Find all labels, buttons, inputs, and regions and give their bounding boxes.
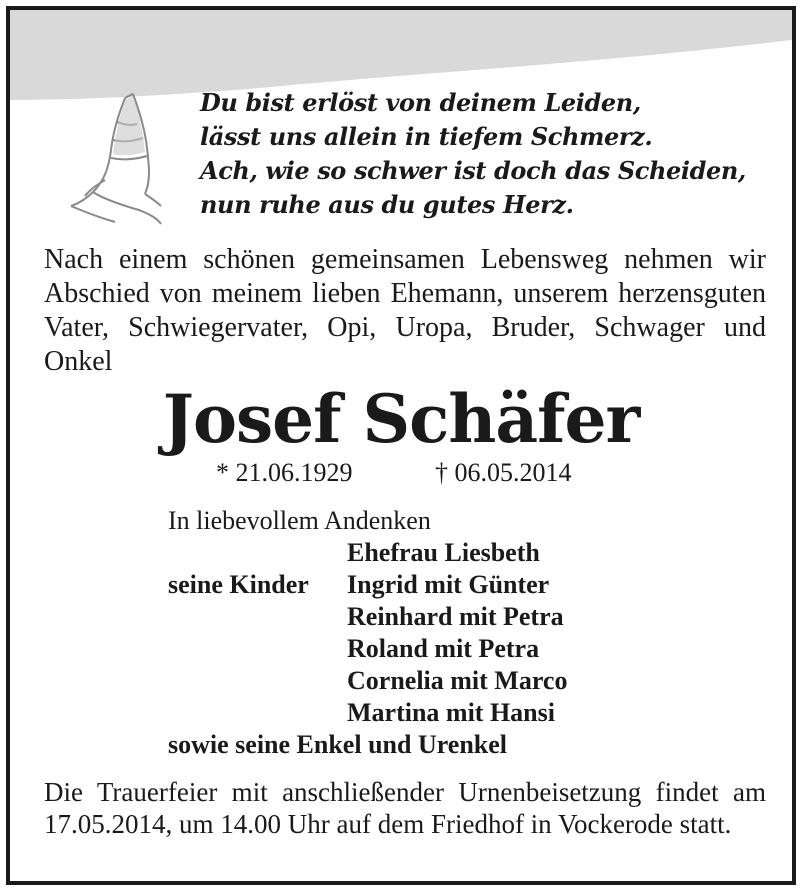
- child-entry: Martina mit Hansi: [347, 698, 555, 727]
- mourners-intro: In liebevollem Andenken: [168, 506, 431, 535]
- child-entry: Reinhard mit Petra: [347, 602, 564, 631]
- poem-line: Du bist erlöst von deinem Leiden,: [200, 88, 641, 117]
- death-date: † 06.05.2014: [435, 458, 572, 487]
- obituary-frame: [6, 6, 796, 885]
- funeral-notice: Die Trauerfeier mit anschließender Urnenbeisetzung findet am 17.05.2014, um 14.00 Uhr auf dem Friedhof in Vockerode statt.: [44, 777, 766, 839]
- deceased-name: Josef Schäfer: [162, 380, 640, 458]
- poem-line: nun ruhe aus du gutes Herz.: [200, 190, 574, 219]
- poem: [200, 86, 780, 222]
- child-entry: Ingrid mit Günter: [347, 570, 550, 599]
- birth-date: * 21.06.1929: [216, 458, 353, 487]
- child-entry: Cornelia mit Marco: [347, 666, 568, 695]
- child-entry: Roland mit Petra: [347, 634, 540, 663]
- poem-line: lässt uns allein in tiefem Schmerz.: [200, 122, 653, 151]
- praying-hands-icon: [65, 88, 175, 228]
- wife: Ehefrau Liesbeth: [347, 538, 540, 567]
- poem-line: Ach, wie so schwer ist doch das Scheiden,: [200, 156, 746, 185]
- children-label: seine Kinder: [168, 570, 309, 599]
- grandchildren: sowie seine Enkel und Urenkel: [168, 730, 508, 759]
- intro-text: Nach einem schönen gemeinsamen Lebensweg nehmen wir Abschied von meinem lieben Ehemann, unserem herzensguten Vater, Schwiegervater, Opi, Uropa, Bruder, Schwager und Onkel: [44, 244, 766, 377]
